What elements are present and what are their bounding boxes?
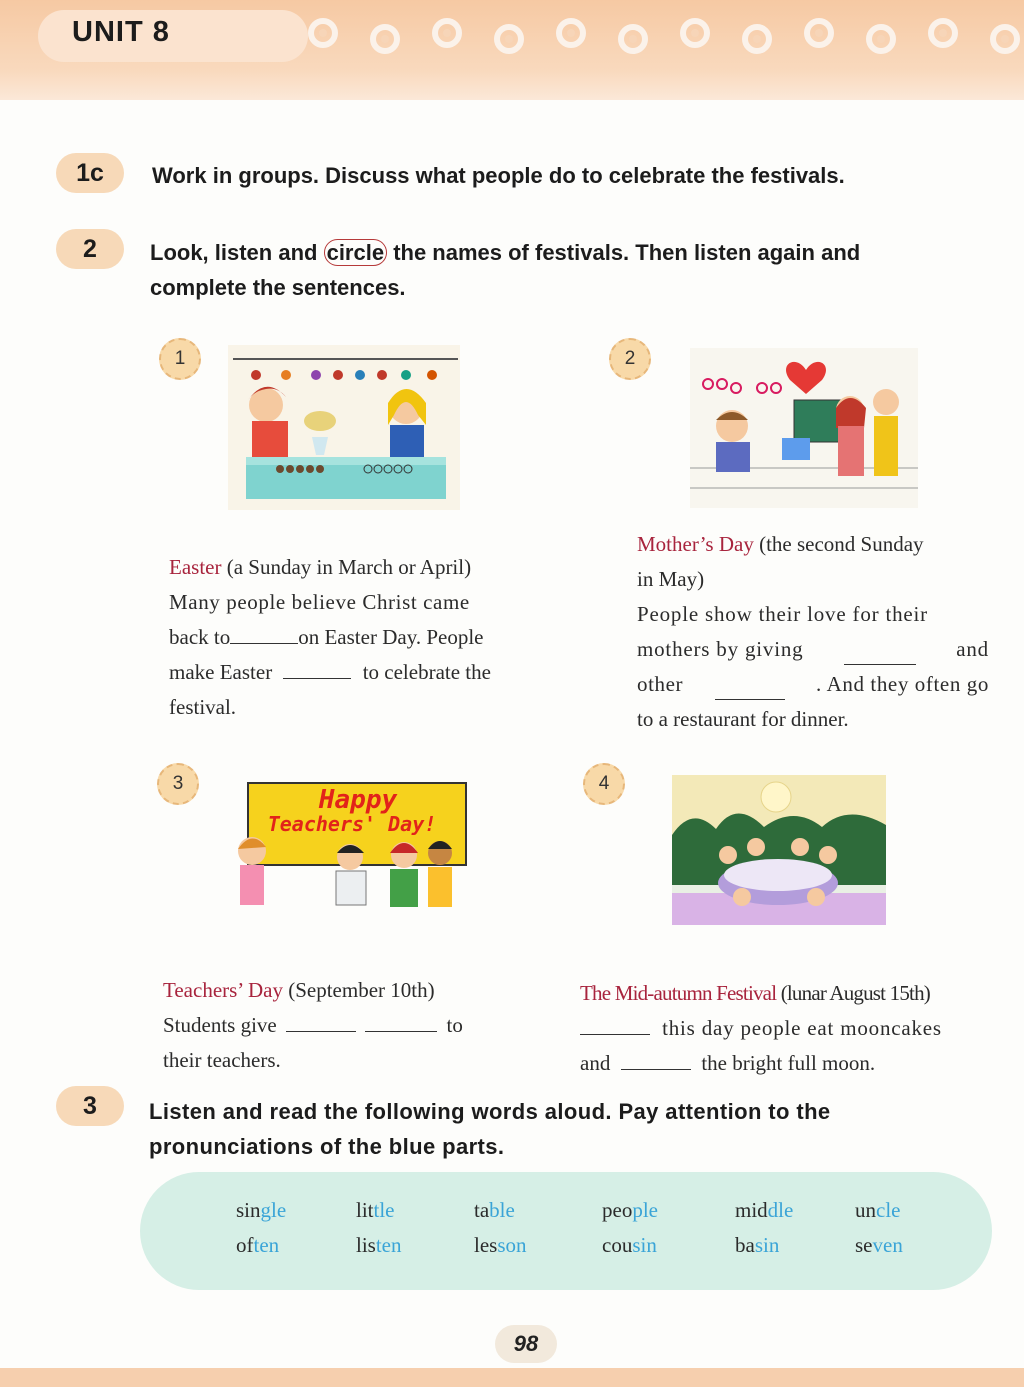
banner-teachers-day: Teachers' Day! [267, 812, 437, 836]
teachers-day-illustration [228, 775, 476, 920]
circle-word: circle [324, 239, 388, 266]
blank-field[interactable] [580, 1016, 650, 1035]
footer-band [0, 1368, 1024, 1387]
pronunciation-word: seven [855, 1233, 903, 1257]
blue-part: sin [754, 1233, 780, 1257]
blank-field[interactable] [621, 1051, 691, 1070]
blue-part: son [497, 1233, 527, 1257]
ring-decoration [370, 24, 400, 54]
blue-part: gle [260, 1198, 287, 1222]
blue-part: ten [375, 1233, 402, 1257]
instruction-3: Listen and read the following words aloud. Pay attention to the pronunciations of the blue parts. [149, 1099, 831, 1159]
item-text-1: Easter (a Sunday in March or April) Many people believe Christ came back to on Easter Day. People make Easter to celebrate the festival. [169, 555, 491, 719]
blue-part: cle [876, 1198, 901, 1222]
ring-decoration [928, 18, 958, 48]
section-badge-2: 2 [56, 229, 124, 269]
ring-decoration [680, 18, 710, 48]
easter-illustration [228, 345, 460, 510]
pronunciation-word: cousin [602, 1233, 657, 1257]
item-number-3: 3 [157, 763, 199, 805]
section-badge-1c: 1c [56, 153, 124, 193]
pronunciation-word: uncle [855, 1198, 901, 1222]
blue-part: sin [632, 1233, 657, 1257]
blue-part: dle [767, 1198, 794, 1222]
item-text-3: Teachers’ Day (September 10th) Students give to their teachers. [163, 978, 463, 1072]
pronunciation-word: listen [356, 1233, 402, 1257]
ring-decoration [804, 18, 834, 48]
ring-decoration [742, 24, 772, 54]
mothers-day-illustration [690, 348, 918, 508]
section-badge-3: 3 [56, 1086, 124, 1126]
ring-decoration [990, 24, 1020, 54]
item-number-4: 4 [583, 763, 625, 805]
ring-decoration [308, 18, 338, 48]
banner-happy: Happy [318, 785, 398, 815]
blue-part: ven [872, 1233, 903, 1257]
blue-part: ten [253, 1233, 280, 1257]
ring-decoration [556, 18, 586, 48]
ring-decoration [618, 24, 648, 54]
blue-part: ple [632, 1198, 658, 1222]
festival-name-mid-autumn: The Mid-autumn Festival [580, 981, 777, 1005]
pronunciation-word: people [602, 1198, 658, 1222]
blank-field[interactable] [230, 625, 298, 644]
ring-decoration [494, 24, 524, 54]
instruction-2: Look, listen and circle the names of festivals. Then listen again and complete the sentences. [150, 240, 861, 300]
item-number-1: 1 [159, 338, 201, 380]
pronunciation-word: middle [735, 1198, 794, 1222]
blank-field[interactable] [715, 681, 785, 700]
item-number-2: 2 [609, 338, 651, 380]
pronunciation-word-band [140, 1172, 992, 1290]
blank-field[interactable] [283, 660, 351, 679]
blank-field[interactable] [286, 1013, 356, 1032]
blue-part: ble [489, 1198, 515, 1222]
ring-decoration [866, 24, 896, 54]
blank-field[interactable] [365, 1013, 437, 1032]
blue-part: tle [373, 1198, 395, 1222]
ring-decoration [432, 18, 462, 48]
pronunciation-word: table [474, 1198, 515, 1222]
instruction-1c: Work in groups. Discuss what people do to celebrate the festivals. [152, 163, 845, 188]
mid-autumn-illustration [672, 775, 886, 925]
pronunciation-word: often [236, 1233, 280, 1257]
festival-name-teachers-day: Teachers’ Day [163, 978, 283, 1002]
item-text-2: Mother’s Day (the second Sunday in May) People show their love for their mothers by giving and other . And they often go to a restaurant for dinner. [637, 532, 989, 731]
unit-title: UNIT 8 [72, 16, 170, 48]
festival-name-mothers-day: Mother’s Day [637, 532, 754, 556]
pronunciation-word: lesson [474, 1233, 527, 1257]
pronunciation-word: little [356, 1198, 395, 1222]
pronunciation-word: basin [735, 1233, 780, 1257]
pronunciation-word: single [236, 1198, 287, 1222]
blank-field[interactable] [844, 646, 916, 665]
festival-name-easter: Easter [169, 555, 222, 579]
page-number: 98 [495, 1325, 557, 1363]
item-text-4: The Mid-autumn Festival (lunar August 15th) this day people eat mooncakes and the bright full moon. [580, 981, 942, 1075]
